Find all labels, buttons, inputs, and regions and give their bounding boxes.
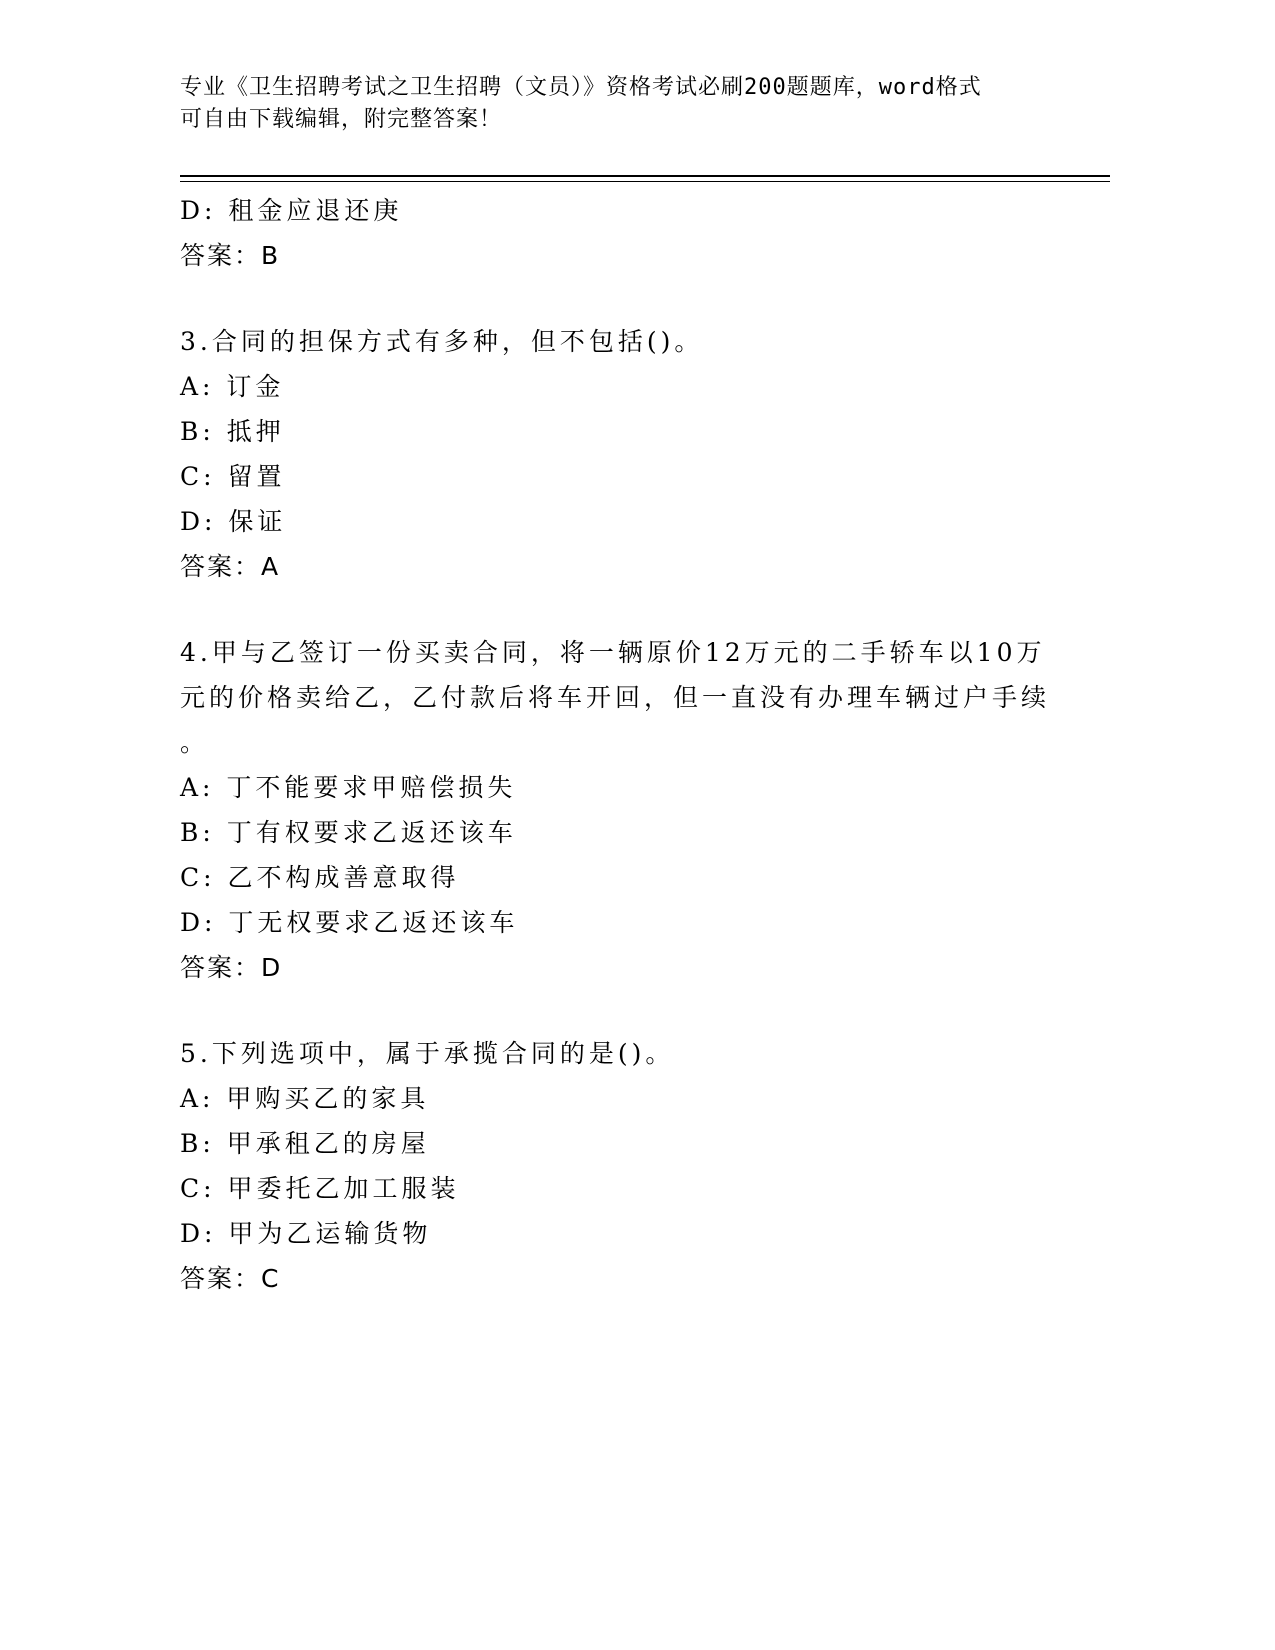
answer-line: 答案：C	[180, 1264, 281, 1293]
question-stem: 3.合同的担保方式有多种，但不包括()。	[180, 327, 704, 356]
document-header	[180, 72, 1040, 136]
header-title-line-1: 专业《卫生招聘考试之卫生招聘（文员）》资格考试必刷200题题库，word格式	[180, 75, 982, 100]
option-d: D: 甲为乙运输货物	[180, 1219, 432, 1248]
option-a: A: 订金	[180, 372, 285, 401]
option-b: B: 抵押	[180, 417, 285, 446]
header-title-line-2: 可自由下载编辑，附完整答案！	[180, 107, 503, 132]
option-b: B: 丁有权要求乙返还该车	[180, 818, 517, 847]
question-3	[180, 319, 1080, 589]
question-stem-line-3: 。	[180, 728, 210, 757]
question-stem: 5.下列选项中，属于承揽合同的是()。	[180, 1039, 675, 1068]
question-2	[180, 188, 1080, 278]
option-d: D: 丁无权要求乙返还该车	[180, 908, 519, 937]
question-4	[180, 630, 1080, 990]
header-divider-thick	[180, 175, 1110, 177]
option-d: D: 租金应退还庚	[180, 196, 403, 225]
option-d: D: 保证	[180, 507, 287, 536]
option-c: C: 乙不构成善意取得	[180, 863, 460, 892]
option-a: A: 甲购买乙的家具	[180, 1084, 430, 1113]
question-stem-line-1: 4.甲与乙签订一份买卖合同，将一辆原价12万元的二手轿车以10万	[180, 638, 1046, 667]
question-list	[180, 188, 1080, 1301]
option-c: C: 留置	[180, 462, 286, 491]
answer-line: 答案：D	[180, 953, 283, 982]
option-c: C: 甲委托乙加工服装	[180, 1174, 460, 1203]
question-spacer	[180, 589, 1080, 630]
question-stem-line-2: 元的价格卖给乙，乙付款后将车开回，但一直没有办理车辆过户手续	[180, 683, 1051, 712]
option-a: A: 丁不能要求甲赔偿损失	[180, 773, 517, 802]
answer-line: 答案：A	[180, 552, 281, 581]
question-spacer	[180, 990, 1080, 1031]
question-5	[180, 1031, 1080, 1301]
question-spacer	[180, 278, 1080, 319]
answer-line: 答案：B	[180, 241, 281, 270]
option-b: B: 甲承租乙的房屋	[180, 1129, 430, 1158]
header-divider-thin	[180, 181, 1110, 182]
